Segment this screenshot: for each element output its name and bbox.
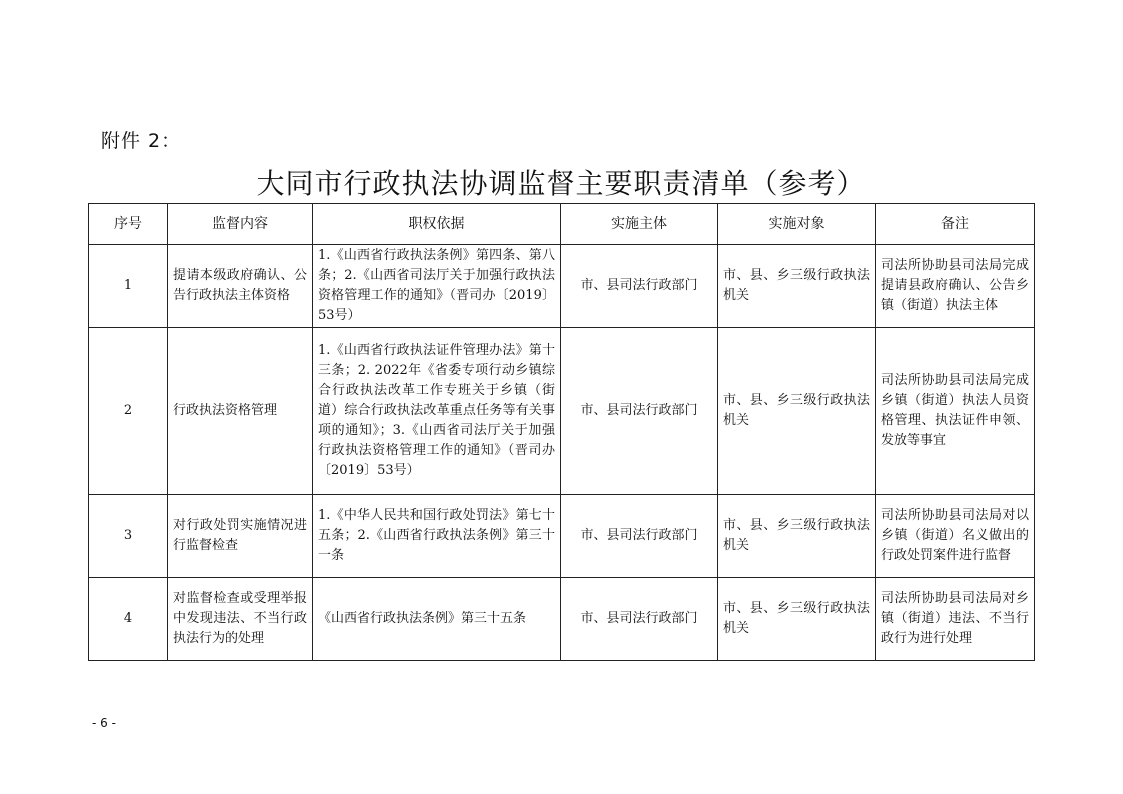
header-no: 序号 <box>89 204 168 245</box>
cell-note: 司法所协助县司法局完成乡镇（街道）执法人员资格管理、执法证件申领、发放等事宜 <box>876 328 1035 495</box>
page-number: - 6 - <box>92 716 116 730</box>
cell-target: 市、县、乡三级行政执法机关 <box>718 328 876 495</box>
cell-target: 市、县、乡三级行政执法机关 <box>718 495 876 578</box>
cell-content: 提请本级政府确认、公告行政执法主体资格 <box>168 245 313 328</box>
table-row <box>89 328 1035 495</box>
cell-no: 4 <box>89 578 168 661</box>
attachment-label: 附件 2： <box>101 130 182 152</box>
cell-no: 2 <box>89 328 168 495</box>
cell-basis: 1.《山西省行政执法证件管理办法》第十三条；2. 2022年《省委专项行动乡镇综合行政执法改革工作专班关于乡镇（街道）综合行政执法改革重点任务等有关事项的通知》；3.《山西省司法厅关于加强行政执法资格管理工作的通知》（晋司办〔2019〕53号） <box>313 328 561 495</box>
cell-basis: 1.《中华人民共和国行政处罚法》第七十五条；2.《山西省行政执法条例》第三十一条 <box>313 495 561 578</box>
cell-basis: 《山西省行政执法条例》第三十五条 <box>313 578 561 661</box>
table-row <box>89 245 1035 328</box>
table-row <box>89 495 1035 578</box>
table-row <box>89 578 1035 661</box>
cell-content: 对监督检查或受理举报中发现违法、不当行政执法行为的处理 <box>168 578 313 661</box>
cell-subject: 市、县司法行政部门 <box>561 495 718 578</box>
cell-content: 对行政处罚实施情况进行监督检查 <box>168 495 313 578</box>
duty-table <box>88 203 1035 661</box>
cell-content: 行政执法资格管理 <box>168 328 313 495</box>
cell-note: 司法所协助县司法局对以乡镇（街道）名义做出的行政处罚案件进行监督 <box>876 495 1035 578</box>
cell-subject: 市、县司法行政部门 <box>561 578 718 661</box>
cell-subject: 市、县司法行政部门 <box>561 328 718 495</box>
cell-no: 3 <box>89 495 168 578</box>
cell-note: 司法所协助县司法局完成提请县政府确认、公告乡镇（街道）执法主体 <box>876 245 1035 328</box>
cell-note: 司法所协助县司法局对乡镇（街道）违法、不当行政行为进行处理 <box>876 578 1035 661</box>
document-title: 大同市行政执法协调监督主要职责清单（参考） <box>256 167 866 200</box>
cell-target: 市、县、乡三级行政执法机关 <box>718 245 876 328</box>
cell-no: 1 <box>89 245 168 328</box>
header-note: 备注 <box>876 204 1035 245</box>
header-target: 实施对象 <box>718 204 876 245</box>
cell-basis: 1.《山西省行政执法条例》第四条、第八条；2.《山西省司法厅关于加强行政执法资格管理工作的通知》（晋司办〔2019〕53号） <box>313 245 561 328</box>
cell-subject: 市、县司法行政部门 <box>561 245 718 328</box>
table-header-row <box>89 204 1035 245</box>
cell-target: 市、县、乡三级行政执法机关 <box>718 578 876 661</box>
header-content: 监督内容 <box>168 204 313 245</box>
header-basis: 职权依据 <box>313 204 561 245</box>
header-subject: 实施主体 <box>561 204 718 245</box>
